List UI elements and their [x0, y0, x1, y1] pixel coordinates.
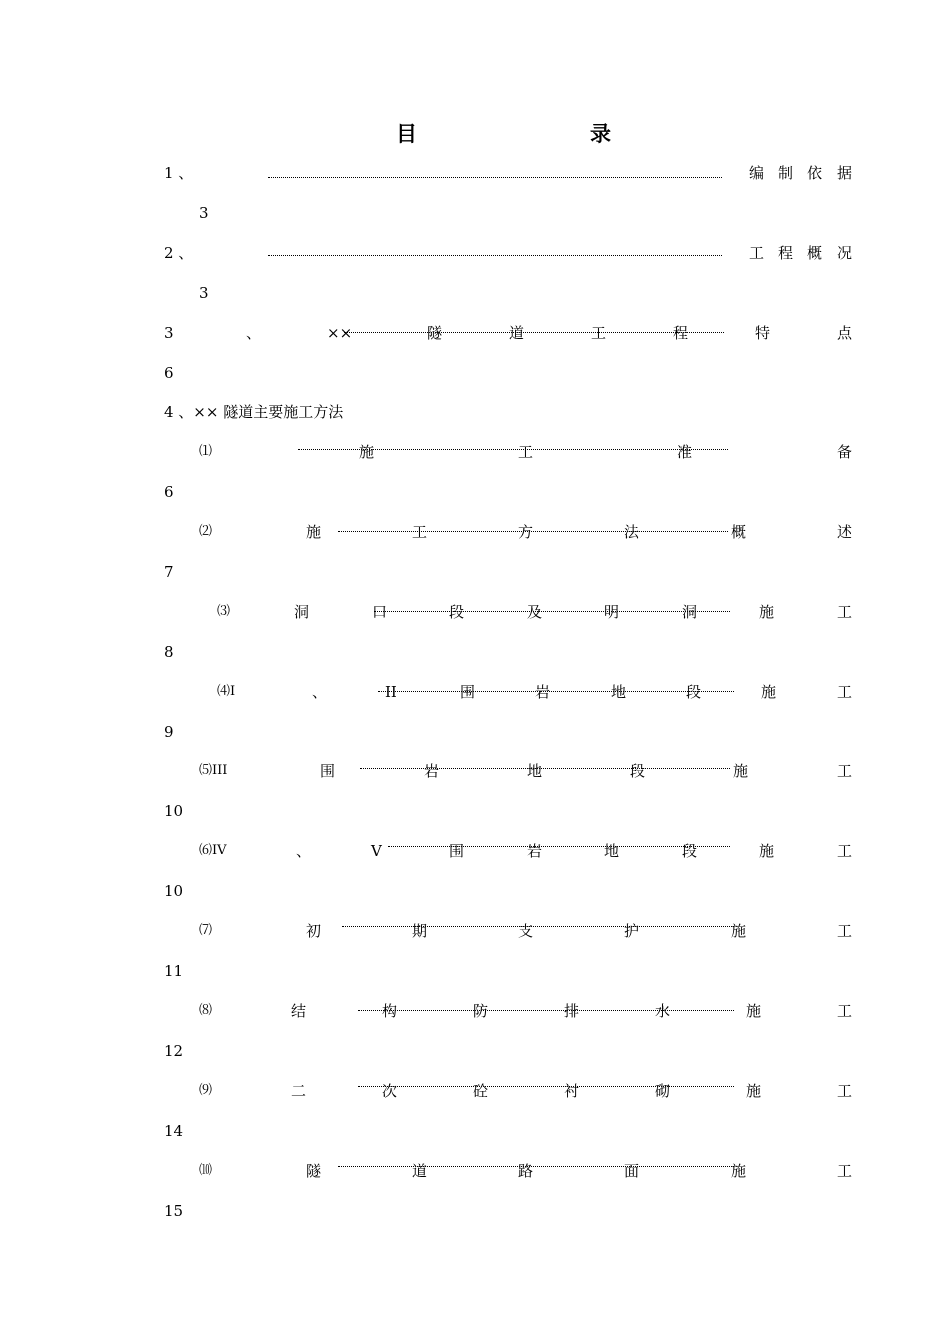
entry-mark: ××	[327, 324, 353, 342]
entry-label-char: 段	[686, 683, 702, 701]
entry-number: ⑸III	[199, 763, 228, 778]
entry-label-char: 岩	[535, 683, 551, 701]
toc-section-heading	[0, 401, 950, 423]
entry-label-char: 况	[837, 244, 853, 262]
entry-number: 2 、	[164, 244, 194, 262]
toc-entry-4-6	[0, 840, 950, 862]
entry-label-char: 道	[509, 324, 525, 342]
entry-label-char: 述	[837, 523, 853, 541]
dot-leader	[342, 926, 734, 927]
entry-label-char: 砌	[655, 1082, 671, 1100]
title-left-char: 目	[396, 121, 417, 146]
entry-number: ⑷I	[217, 684, 236, 699]
toc-title	[0, 118, 950, 148]
entry-label-char: 工	[837, 683, 853, 701]
entry-label-char: 面	[624, 1162, 640, 1180]
entry-separator: 、	[296, 842, 312, 860]
dot-leader	[344, 332, 724, 333]
entry-label-char: 及	[527, 603, 543, 621]
entry-label-char: 工	[837, 762, 853, 780]
entry-label-char: 法	[624, 523, 640, 541]
entry-label-char: 依	[807, 164, 823, 182]
entry-label-char: 程	[778, 244, 794, 262]
entry-label-char: 工	[591, 324, 607, 342]
toc-entry-4-7	[0, 920, 950, 942]
toc-entry-4-9	[0, 1080, 950, 1102]
entry-label-char: 工	[837, 1082, 853, 1100]
entry-label-char: 施	[359, 443, 375, 461]
entry-label-char: 砼	[473, 1082, 489, 1100]
toc-entry-4-10	[0, 1160, 950, 1182]
title-right-char: 录	[590, 121, 611, 146]
entry-page-number: 10	[164, 802, 184, 820]
entry-label-char: 施	[746, 1002, 762, 1020]
toc-entry-3	[0, 322, 950, 344]
entry-label-char: 水	[655, 1002, 671, 1020]
entry-label-char: 护	[624, 922, 640, 940]
entry-label-char: 施	[731, 922, 747, 940]
dot-leader	[360, 768, 730, 769]
entry-mark: II	[385, 683, 397, 701]
entry-page-number: 6	[164, 483, 174, 501]
entry-page-number: 11	[164, 962, 184, 980]
entry-page-number: 6	[164, 364, 174, 382]
entry-page-number: 12	[164, 1042, 184, 1060]
dot-leader	[268, 177, 722, 178]
entry-label-char: 点	[837, 324, 853, 342]
entry-label-char: 备	[837, 443, 853, 461]
toc-entry-4-4	[0, 681, 950, 703]
entry-label-char: 施	[731, 1162, 747, 1180]
entry-label-char: 施	[759, 842, 775, 860]
entry-label-char: 工	[837, 1162, 853, 1180]
toc-entry-1	[0, 162, 950, 184]
entry-label-char: 工	[412, 523, 428, 541]
entry-label-char: 围	[449, 842, 465, 860]
entry-label-char: 明	[604, 603, 620, 621]
entry-label-char: 隧	[427, 324, 443, 342]
dot-leader	[358, 1086, 734, 1087]
entry-label-char: 支	[518, 922, 534, 940]
entry-label-char: 次	[382, 1082, 398, 1100]
entry-label-char: 特	[755, 324, 771, 342]
entry-label-char: 段	[630, 762, 646, 780]
entry-label-char: 构	[382, 1002, 398, 1020]
dot-leader	[374, 611, 730, 612]
entry-label-char: 据	[837, 164, 853, 182]
entry-label-char: 结	[291, 1002, 307, 1020]
entry-label-char: 工	[518, 443, 534, 461]
toc-entry-4-3	[0, 601, 950, 623]
entry-label-char: 施	[733, 762, 749, 780]
entry-label-char: 期	[412, 922, 428, 940]
entry-page-number: 14	[164, 1122, 184, 1140]
entry-label-char: 施	[746, 1082, 762, 1100]
entry-number: ⑽	[199, 1163, 213, 1178]
dot-leader	[268, 255, 722, 256]
entry-label-char: 工	[749, 244, 765, 262]
entry-label-char: 概	[807, 244, 823, 262]
entry-label-char: 段	[682, 842, 698, 860]
entry-label-char: 施	[306, 523, 322, 541]
entry-label-char: 工	[837, 1002, 853, 1020]
entry-label-char: 防	[473, 1002, 489, 1020]
entry-label-char: 地	[527, 762, 543, 780]
entry-number: ⑺	[199, 923, 213, 938]
entry-page-number: 7	[164, 563, 174, 581]
entry-label-char: 编	[749, 164, 765, 182]
entry-label-char: 准	[677, 443, 693, 461]
entry-page-number: 3	[199, 284, 209, 302]
dot-leader	[378, 691, 734, 692]
dot-leader	[338, 1166, 734, 1167]
entry-label-char: 围	[460, 683, 476, 701]
entry-label-char: 工	[837, 603, 853, 621]
entry-label-char: 衬	[564, 1082, 580, 1100]
entry-page-number: 9	[164, 723, 174, 741]
toc-entry-2	[0, 242, 950, 264]
entry-label-char: 工	[837, 922, 853, 940]
toc-entry-4-2	[0, 521, 950, 543]
entry-separator: 、	[246, 324, 262, 342]
entry-label-char: 工	[837, 842, 853, 860]
toc-entry-4-1	[0, 441, 950, 463]
entry-label-char: 路	[518, 1162, 534, 1180]
entry-label-char: 段	[449, 603, 465, 621]
entry-number: ⑼	[199, 1083, 213, 1098]
entry-label-char: 初	[306, 922, 322, 940]
entry-number: ⑴	[199, 444, 213, 459]
entry-label-char: 地	[604, 842, 620, 860]
toc-entry-4-8	[0, 1000, 950, 1022]
entry-label-char: 洞	[682, 603, 698, 621]
entry-mark: V	[371, 842, 382, 860]
toc-entry-4-5	[0, 760, 950, 782]
entry-page-number: 3	[199, 204, 209, 222]
entry-label-char: 洞	[294, 603, 310, 621]
entry-label-char: 概	[731, 523, 747, 541]
entry-label-char: 排	[564, 1002, 580, 1020]
entry-label-char: 岩	[527, 842, 543, 860]
section-heading-text: 4 、×× 隧道主要施工方法	[164, 403, 344, 421]
entry-label-char: 施	[761, 683, 777, 701]
entry-label-char: 二	[291, 1082, 307, 1100]
entry-page-number: 8	[164, 643, 174, 661]
entry-label-char: 程	[673, 324, 689, 342]
dot-leader	[388, 846, 730, 847]
entry-label-char: 岩	[424, 762, 440, 780]
entry-page-number: 10	[164, 882, 184, 900]
entry-label-char: 隧	[306, 1162, 322, 1180]
entry-label-char: 道	[412, 1162, 428, 1180]
dot-leader	[358, 1010, 734, 1011]
entry-label-char: 制	[778, 164, 794, 182]
entry-label-char: 围	[320, 762, 336, 780]
entry-number: ⑵	[199, 524, 213, 539]
entry-separator: 、	[312, 683, 328, 701]
entry-number: ⑶	[217, 604, 231, 619]
entry-label-char: 方	[518, 523, 534, 541]
entry-number: 1 、	[164, 164, 194, 182]
entry-number: 3	[164, 324, 174, 342]
entry-label-char: 施	[759, 603, 775, 621]
entry-page-number: 15	[164, 1202, 184, 1220]
entry-label-char: 地	[611, 683, 627, 701]
entry-label-char: 口	[372, 603, 388, 621]
entry-number: ⑻	[199, 1003, 213, 1018]
entry-number: ⑹IV	[199, 843, 227, 858]
